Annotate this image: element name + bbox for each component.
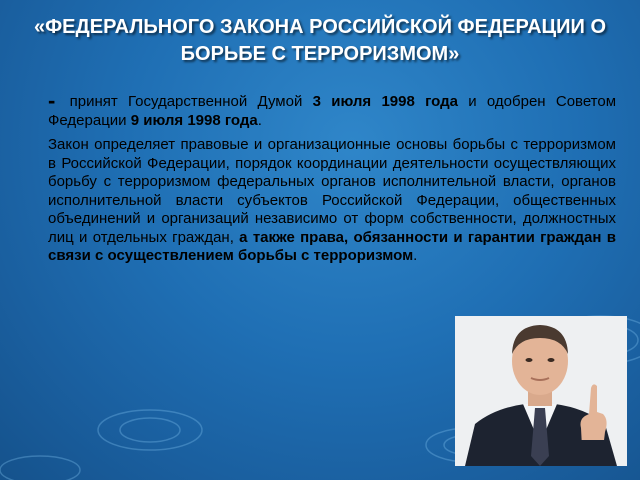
approval-date: 9 июля 1998 года <box>130 111 258 129</box>
intro-text-1: принят Государственной Думой <box>69 93 303 110</box>
body-period: . <box>413 247 418 264</box>
body-paragraph <box>48 136 616 266</box>
intro-period: . <box>257 111 262 129</box>
intro-paragraph <box>48 88 617 130</box>
intro-dash: - <box>48 88 56 113</box>
portrait-illustration <box>455 316 627 466</box>
body-text: Закон определяет правовые и организационные основы борьбы с терроризмом в Российской Федерации, порядок координации деятельности осуществляющих борьбу с терроризмом федеральных органов исполнительной власти, органов исполнительной власти субъектов Российской Федерации, общественных объединений и организаций независимо от форм собственности, должностных лиц и отдельных граждан, <box>48 136 616 246</box>
body-emphasis: а также права, обязанности и гарантии граждан в связи с осуществлением борьбы с терроризмом <box>48 228 616 264</box>
adoption-date: 3 июля 1998 года <box>312 93 458 110</box>
portrait-photo <box>455 316 627 466</box>
intro-text-2: и одобрен Советом Федерации <box>48 93 617 129</box>
slide-title: «ФЕДЕРАЛЬНОГО ЗАКОНА РОССИЙСКОЙ ФЕДЕРАЦИИ О БОРЬБЕ С ТЕРРОРИЗМОМ» <box>33 16 607 65</box>
text-block <box>48 88 617 272</box>
